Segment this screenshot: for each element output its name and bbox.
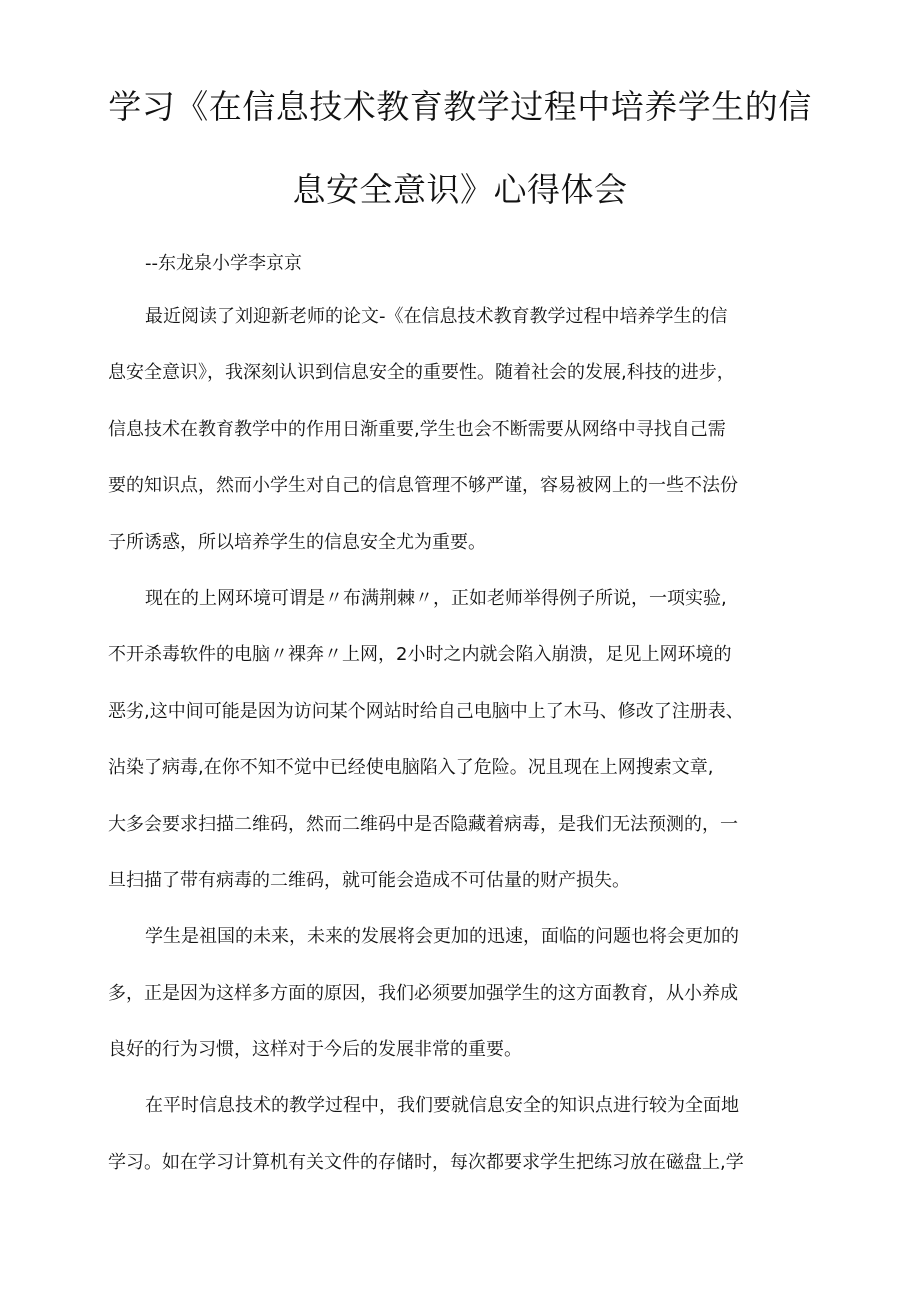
- text-line: 沾染了病毒,在你不知不觉中已经使电脑陷入了危险。况且现在上网搜索文章,: [108, 757, 714, 779]
- text-line: 学生是祖国的未来，未来的发展将会更加的迅速，面临的问题也将会更加的: [145, 926, 739, 948]
- paragraph-2: [108, 586, 808, 894]
- paragraph-3: [108, 924, 808, 1063]
- text-line: 息安全意识》，我深刻认识到信息安全的重要性。随着社会的发展,科技的进步，: [108, 362, 735, 384]
- text-line: 旦扫描了带有病毒的二维码，就可能会造成不可估量的财产损失。: [108, 869, 630, 891]
- text-line: 现在的上网环境可谓是〃布满荆棘〃，正如老师举得例子所说，一项实验,: [145, 587, 727, 609]
- text-line: 最近阅读了刘迎新老师的论文-《在信息技术教育教学过程中培养学生的信: [145, 306, 728, 327]
- text-line: 大多会要求扫描二维码，然而二维码中是否隐藏着病毒，是我们无法预测的，一: [108, 813, 738, 835]
- document-title-line-1: 学习《在信息技术教育教学过程中培养学生的信: [108, 87, 812, 126]
- text-line: 在平时信息技术的教学过程中，我们要就信息安全的知识点进行较为全面地: [145, 1095, 739, 1117]
- document-title-line-2: 息安全意识》心得体会: [292, 170, 628, 209]
- text-line: 要的知识点，然而小学生对自己的信息管理不够严谨，容易被网上的一些不法份: [108, 475, 738, 497]
- author-byline: --东龙泉小学李京京: [145, 253, 302, 274]
- text-line: 不开杀毒软件的电脑〃裸奔〃上网，2小时之内就会陷入崩溃，足见上网环境的: [108, 644, 732, 666]
- text-line: 学习。如在学习计算机有关文件的存储时，每次都要求学生把练习放在磁盘上,学: [108, 1151, 744, 1173]
- paragraph-4: [108, 1093, 808, 1175]
- text-line: 信息技术在教育教学中的作用日渐重要,学生也会不断需要从网络中寻找自己需: [108, 418, 726, 440]
- text-line: 良好的行为习惯，这样对于今后的发展非常的重要。: [108, 1039, 522, 1061]
- text-line: 恶劣,这中间可能是因为访问某个网站时给自己电脑中上了木马、修改了注册表、: [108, 700, 744, 722]
- paragraph-1: [108, 304, 808, 556]
- document-body: [108, 304, 808, 1206]
- text-line: 多，正是因为这样多方面的原因，我们必须要加强学生的这方面教育，从小养成: [108, 982, 738, 1004]
- text-line: 子所诱惑，所以培养学生的信息安全尤为重要。: [108, 531, 486, 553]
